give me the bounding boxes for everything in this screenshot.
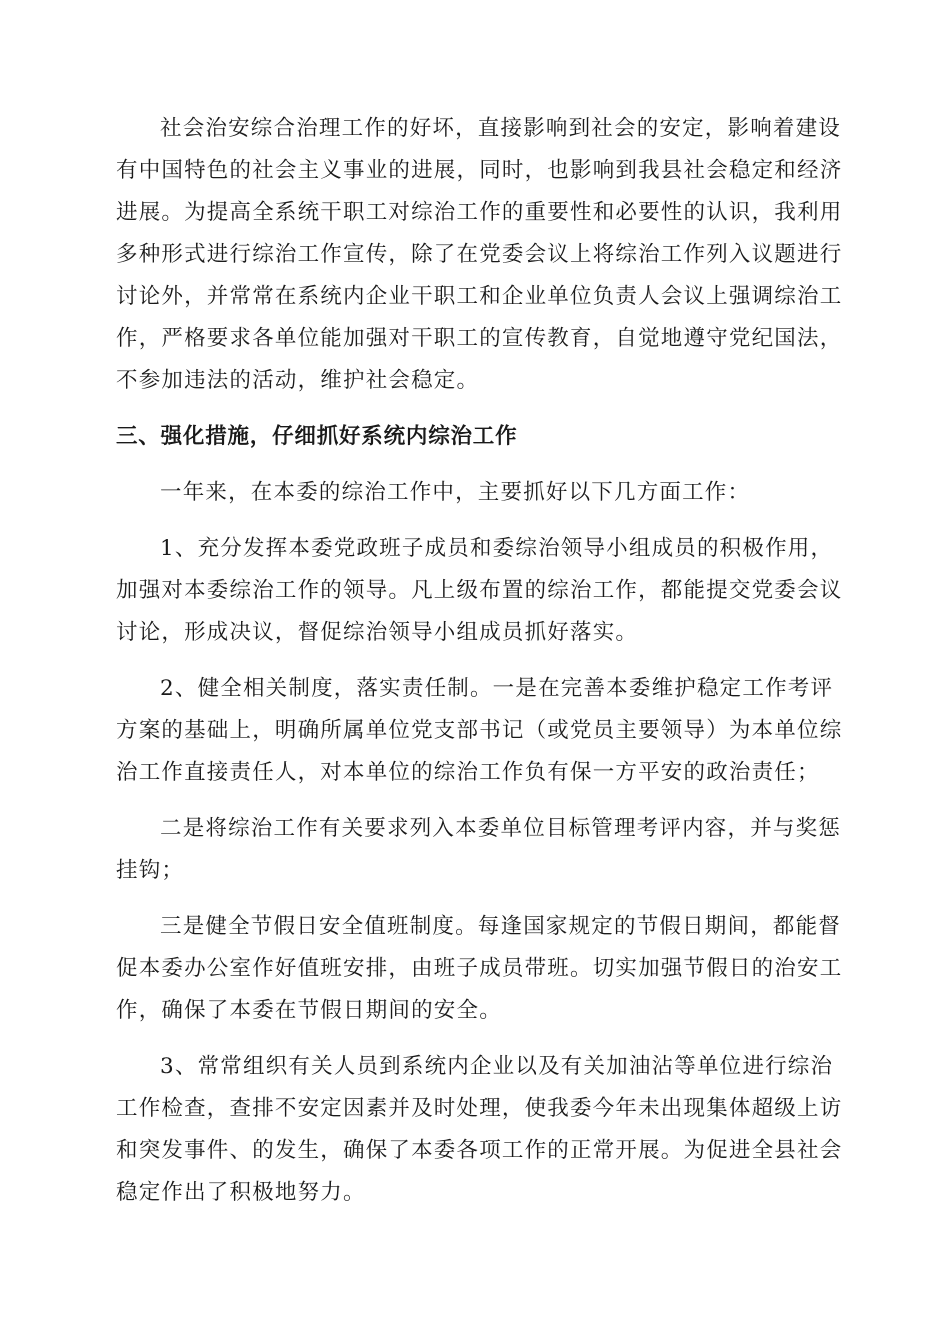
paragraph-line: 3、常常组织有关人员到系统内企业以及有关加油沾等单位进行综治 [160,1054,834,1079]
paragraph-line: 多种形式进行综治工作宣传，除了在党委会议上将综治工作列入议题进行 [116,242,843,267]
paragraph-line: 不参加违法的活动，维护社会稳定。 [116,368,480,393]
paragraph-line: 进展。为提高全系统干职工对综治工作的重要性和必要性的认识，我利用 [116,200,843,225]
paragraph-line: 有中国特色的社会主义事业的进展，同时，也影响到我县社会稳定和经济 [116,158,843,183]
paragraph-line: 促本委办公室作好值班安排，由班子成员带班。切实加强节假日的治安工 [116,956,843,981]
paragraph-line: 挂钩； [116,858,185,883]
section-heading: 三、强化措施，仔细抓好系统内综治工作 [116,424,518,449]
paragraph-line: 稳定作出了积极地努力。 [116,1180,366,1205]
paragraph-line: 社会治安综合治理工作的好坏，直接影响到社会的安定，影响着建设 [160,116,842,141]
paragraph-line: 一年来，在本委的综治工作中，主要抓好以下几方面工作： [160,480,751,505]
paragraph-line: 2、健全相关制度，落实责任制。一是在完善本委维护稳定工作考评 [160,676,834,701]
paragraph-line: 讨论，形成决议，督促综治领导小组成员抓好落实。 [116,620,639,645]
paragraph-line: 和突发事件、的发生，确保了本委各项工作的正常开展。为促进全县社会 [116,1138,843,1163]
paragraph-line: 三是健全节假日安全值班制度。每逢国家规定的节假日期间，都能督 [160,914,842,939]
paragraph-line: 1、充分发挥本委党政班子成员和委综治领导小组成员的积极作用， [160,536,834,561]
paragraph-line: 治工作直接责任人，对本单位的综治工作负有保一方平安的政治责任； [116,760,820,785]
paragraph-line: 方案的基础上，明确所属单位党支部书记（或党员主要领导）为本单位综 [116,718,843,743]
paragraph-line: 加强对本委综治工作的领导。凡上级布置的综治工作，都能提交党委会议 [116,578,843,603]
paragraph-line: 工作检查，查排不安定因素并及时处理，使我委今年未出现集体超级上访 [116,1096,843,1121]
paragraph-line: 作，确保了本委在节假日期间的安全。 [116,998,502,1023]
paragraph-line: 作，严格要求各单位能加强对干职工的宣传教育，自觉地遵守党纪国法， [116,326,843,351]
paragraph-line: 讨论外，并常常在系统内企业干职工和企业单位负责人会议上强调综治工 [116,284,843,309]
paragraph-line: 二是将综治工作有关要求列入本委单位目标管理考评内容，并与奖惩 [160,816,842,841]
